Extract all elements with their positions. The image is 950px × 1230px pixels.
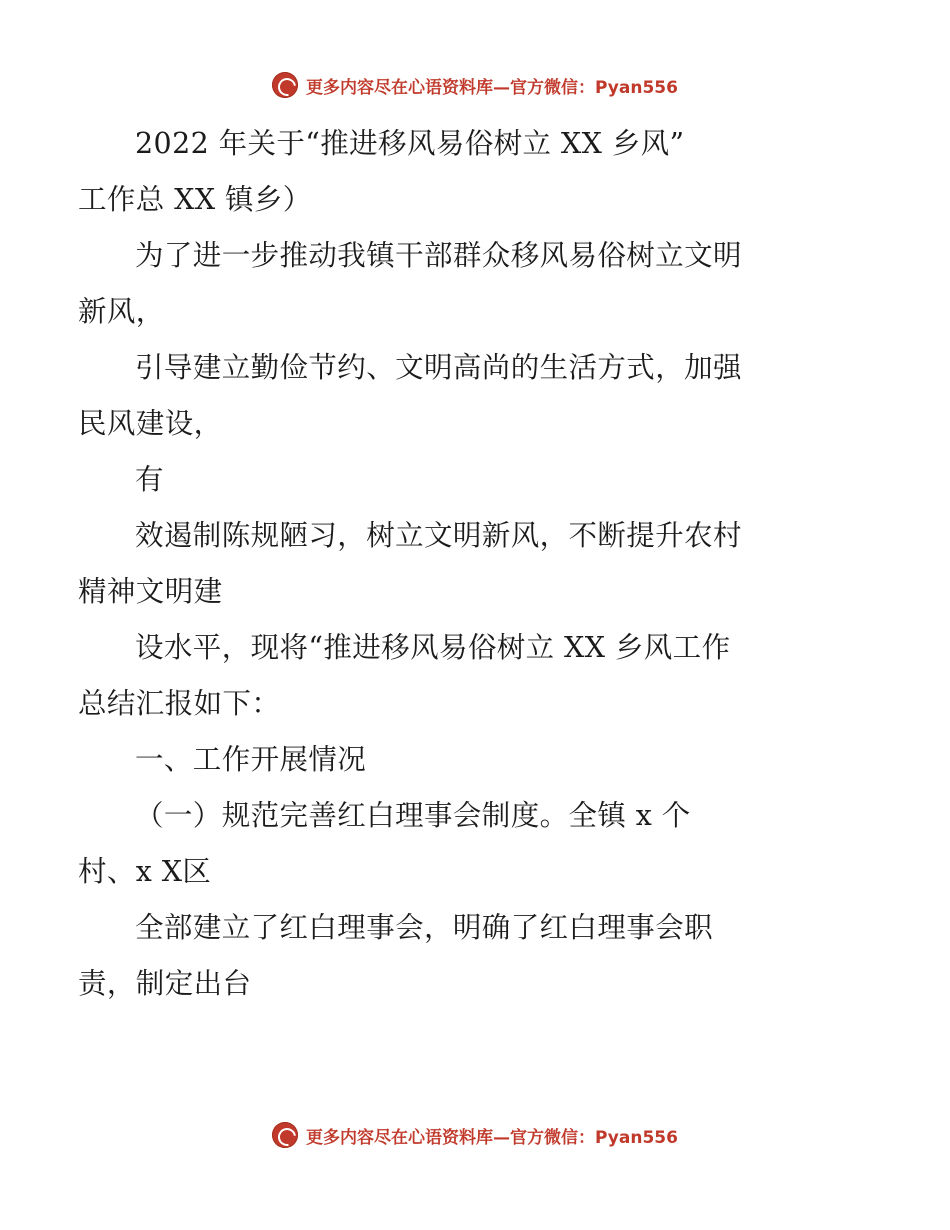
paragraph: 引导建立勤俭节约、文明高尚的生活方式，加强 bbox=[135, 351, 742, 384]
paragraph: 村、x X区 bbox=[78, 855, 212, 888]
paragraph: 工作总 XX 镇乡） bbox=[78, 183, 312, 216]
watermark-text-top: 更多内容尽在心语资料库—官方微信：Pyan556 bbox=[306, 77, 678, 98]
paragraph: 一、工作开展情况 bbox=[135, 743, 367, 776]
circular-red-logo-icon bbox=[272, 1122, 298, 1148]
paragraph: 为了进一步推动我镇干部群众移风易俗树立文明 bbox=[135, 239, 742, 272]
paragraph: 效遏制陈规陋习，树立文明新风，不断提升农村 bbox=[135, 519, 742, 552]
paragraph: 责，制定出台 bbox=[78, 967, 252, 1000]
watermark-header bbox=[0, 72, 950, 98]
paragraph: 有 bbox=[135, 463, 164, 496]
circular-red-logo-icon bbox=[272, 72, 298, 98]
paragraph: （一）规范完善红白理事会制度。全镇 x 个 bbox=[135, 799, 691, 832]
document-content bbox=[78, 116, 878, 1012]
paragraph: 2022 年关于“推进移风易俗树立 XX 乡风” bbox=[135, 127, 685, 160]
paragraph: 设水平，现将“推进移风易俗树立 XX 乡风工作 bbox=[135, 631, 731, 664]
paragraph: 总结汇报如下： bbox=[78, 687, 281, 720]
paragraph: 全部建立了红白理事会，明确了红白理事会职 bbox=[135, 911, 714, 944]
paragraph: 民风建设， bbox=[78, 407, 223, 440]
watermark-footer bbox=[0, 1122, 950, 1148]
watermark-text-bottom: 更多内容尽在心语资料库—官方微信：Pyan556 bbox=[306, 1127, 678, 1148]
paragraph: 精神文明建 bbox=[78, 575, 223, 608]
paragraph: 新风， bbox=[78, 295, 165, 328]
